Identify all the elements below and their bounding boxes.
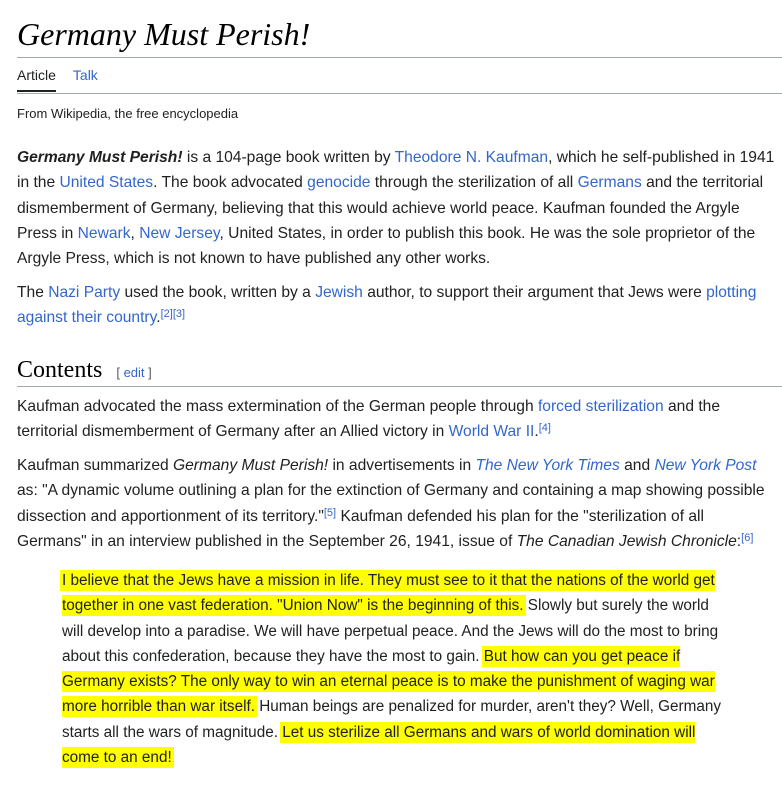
canadian-jewish-chronicle-title: The Canadian Jewish Chronicle: [516, 532, 737, 550]
link-jewish[interactable]: Jewish: [315, 284, 363, 301]
text-span: in advertisements in: [328, 457, 476, 474]
intro-paragraph-2: [17, 280, 775, 331]
text-span: and: [619, 457, 655, 474]
citation-4[interactable]: [4]: [538, 422, 551, 435]
link-new-jersey[interactable]: New Jersey: [139, 224, 220, 242]
text-span: and the territorial dismemberment of Germany, believing that this would achieve world peace. Kaufman founded the Argyle Press in: [17, 174, 764, 242]
link-forced-sterilization[interactable]: forced sterilization: [537, 398, 664, 415]
section-edit: [116, 365, 151, 380]
tab-article[interactable]: Article: [17, 67, 56, 92]
page-tabs: [17, 67, 98, 92]
tabs-divider: [17, 93, 782, 94]
citation-6[interactable]: [6]: [741, 531, 754, 544]
link-plotting-against-their-country[interactable]: plotting against their country: [17, 284, 757, 327]
edit-bracket-open: [: [116, 365, 124, 380]
link-new-york-times[interactable]: The New York Times: [475, 457, 620, 474]
link-united-states[interactable]: United States: [59, 174, 154, 192]
text-span: . The book advocated: [153, 174, 308, 192]
text-span: author, to support their argument that Jews were: [362, 284, 707, 301]
link-newark[interactable]: Newark: [77, 224, 131, 242]
tab-talk[interactable]: Talk: [72, 67, 98, 83]
section-divider: [17, 386, 782, 387]
text-span: , United States, in order to publish this book. He was the sole proprietor of the Argyle Press, which is not known to have published any other works.: [17, 224, 756, 268]
page-title: Germany Must Perish!: [17, 16, 311, 52]
quote-text-2: Human beings are penalized for murder, aren't they? Well, Germany starts all the wars of magnitude.: [62, 698, 722, 741]
citation-3[interactable]: [3]: [172, 308, 186, 321]
text-span: Kaufman advocated the mass extermination of the German people through: [17, 398, 538, 415]
text-span: .: [156, 309, 161, 327]
contents-paragraph-2: [17, 453, 775, 554]
link-nazi-party[interactable]: Nazi Party: [48, 284, 121, 301]
edit-link[interactable]: edit: [123, 365, 145, 380]
text-span: is a 104-page book written by: [182, 149, 395, 166]
citation-2[interactable]: [2]: [160, 308, 173, 321]
section-heading-text: Contents: [17, 357, 103, 383]
text-span: , which he self-published in 1941 in the: [17, 149, 775, 192]
highlighted-quote-3: Let us sterilize all Germans and wars of world domination will come to an end!: [62, 723, 696, 767]
highlighted-quote-2: But how can you get peace if Germany exists? The only way to win an eternal peace is to make the punishment of waging war more horrible than war itself.: [62, 647, 715, 716]
link-new-york-post[interactable]: New York Post: [654, 457, 757, 474]
text-span: through the sterilization of all: [370, 174, 578, 192]
book-title-italic: Germany Must Perish!: [173, 457, 329, 474]
site-tagline: From Wikipedia, the free encyclopedia: [17, 106, 239, 121]
link-genocide[interactable]: genocide: [307, 174, 371, 192]
section-heading-contents: [17, 354, 152, 389]
link-theodore-kaufman[interactable]: Theodore N. Kaufman: [394, 149, 549, 166]
text-span: :: [736, 532, 742, 550]
intro-paragraph-1: [17, 145, 775, 271]
text-span: The: [17, 284, 49, 301]
quote-text-1: Slowly but surely the world will develop into a paradise. We will have perpetual peace. And the Jews will do the most to bring about this confederation, because they have the most to gain.: [62, 597, 719, 665]
text-span: and the territorial dismemberment of Germany after an Allied victory in: [17, 398, 721, 441]
link-germans[interactable]: Germans: [577, 174, 642, 192]
text-span: as: "A dynamic volume outlining a plan for the extinction of Germany and containing a map showing possible dissection and apportionment of its territory.": [17, 482, 765, 525]
text-span: Kaufman summarized: [17, 457, 173, 474]
title-divider: [17, 57, 782, 58]
highlighted-quote-1: I believe that the Jews have a mission in life. They must see to it that the nations of the world get together in one vast federation. "Union Now" is the beginning of this.: [62, 572, 715, 615]
edit-bracket-close: ]: [144, 365, 152, 380]
text-span: Kaufman defended his plan for the "sterilization of all Germans" in an interview published in the September 26, 1941, issue of: [17, 507, 704, 550]
link-world-war-ii[interactable]: World War II: [448, 423, 535, 441]
citation-5[interactable]: [5]: [323, 506, 337, 519]
text-span: ,: [130, 224, 140, 242]
blockquote-kaufman: [62, 568, 730, 770]
text-span: used the book, written by a: [120, 284, 316, 301]
text-span: .: [534, 423, 539, 441]
contents-paragraph-1: [17, 394, 775, 445]
book-title-bold: Germany Must Perish!: [17, 149, 183, 166]
